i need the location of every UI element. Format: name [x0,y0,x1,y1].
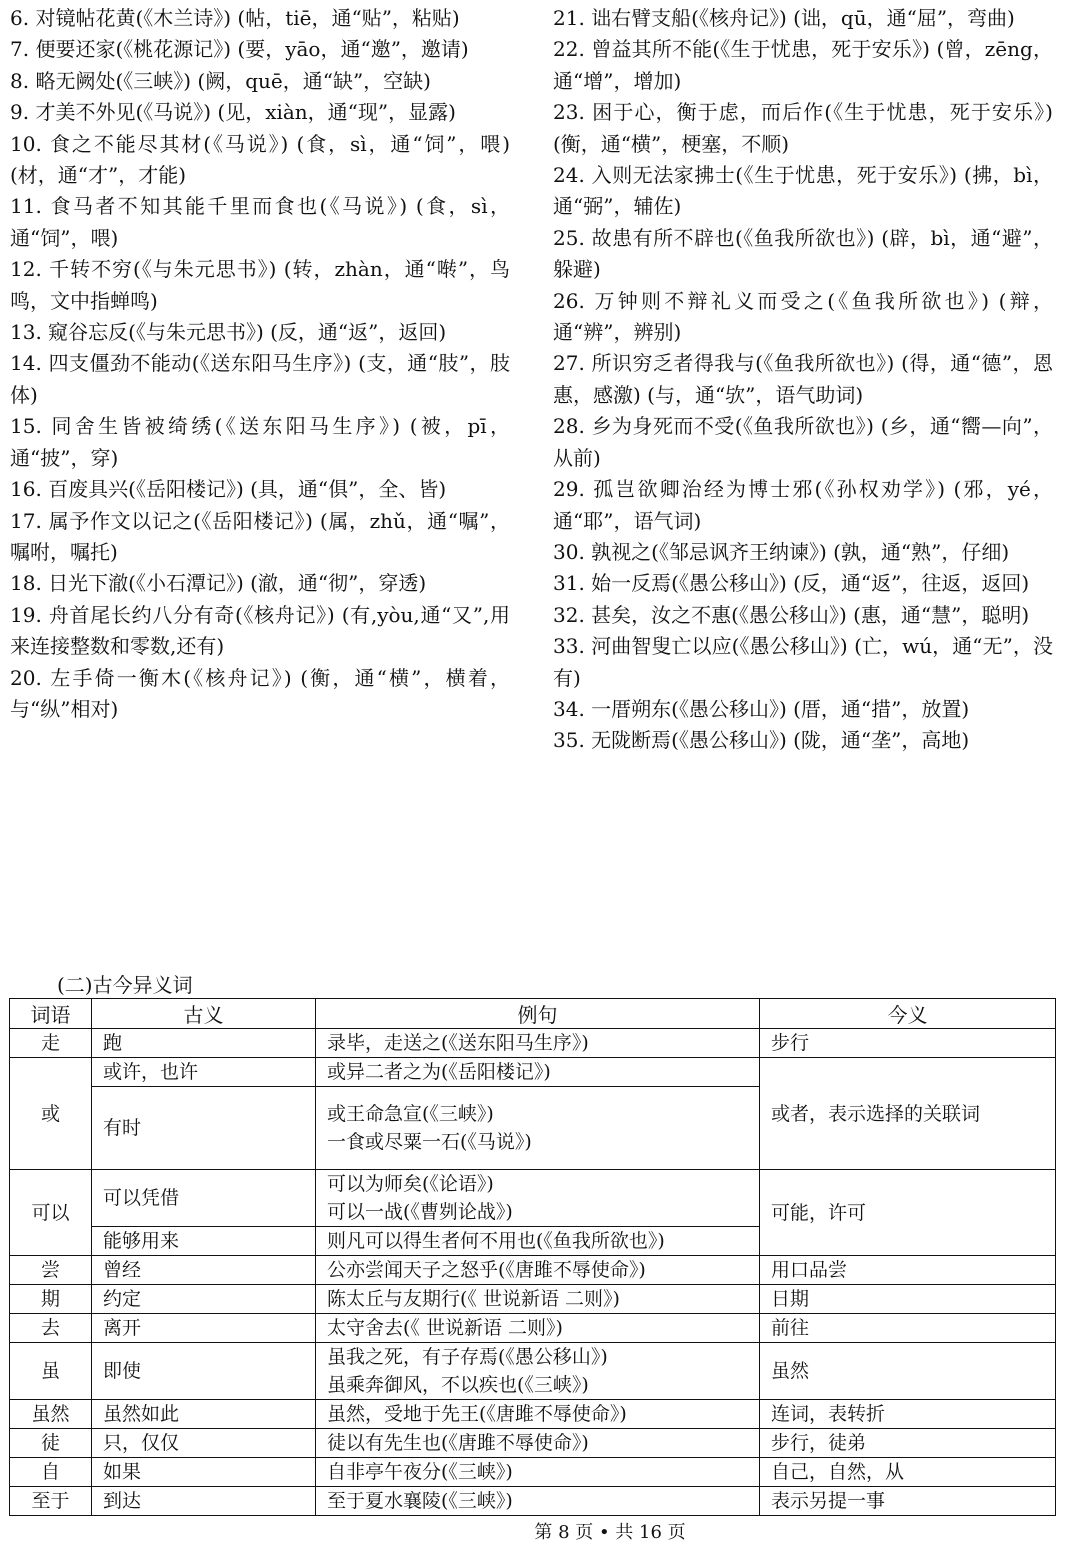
list-item: 34. 一厝朔东(《愚公移山》) (厝，通“措”，放置) [553,696,970,721]
list-item: 21. 诎右臂支船(《核舟记》) (诎，qū，通“屈”，弯曲) [553,6,1015,30]
list-item: 23. 困于心，衡于虑，而后作(《生于忧患，死于安乐》) (衡，通“横”，梗塞，不顺) [553,100,1053,156]
list-item: 28. 乡为身死而不受(《鱼我所欲也》) (乡，通“嚮—向”，从前) [553,414,1053,470]
section-title: (二)古今异义词 [57,973,193,997]
example-line: 可以为师矣(《论语》) [327,1173,494,1195]
cell-example [316,1343,760,1400]
cell-ancient: 有时 [92,1087,316,1170]
list-item: 7. 便要还家(《桃花源记》) (要，yāo，通“邀”，邀请) [10,37,469,62]
cell-example: 公亦尝闻天子之怒乎(《唐雎不辱使命》) [316,1256,760,1285]
table-row [10,1029,1056,1058]
table-row [10,1058,1056,1087]
cell-example: 或异二者之为(《岳阳楼记》) [316,1058,760,1087]
list-item: 35. 无陇断焉(《愚公移山》) (陇，通“垄”，高地) [553,728,970,753]
table-row [10,1314,1056,1343]
example-line: 虽乘奔御风，不以疾也(《三峡》) [327,1374,589,1396]
table-header-row [10,999,1056,1029]
cell-example: 徒以有先生也(《唐雎不辱使命》) [316,1429,760,1458]
cell-modern: 可能，许可 [760,1170,1056,1256]
cell-ancient: 能够用来 [92,1227,316,1256]
list-item: 15. 同舍生皆被绮绣(《送东阳马生序》) (被，pī，通“披”，穿) [10,414,510,470]
list-item: 6. 对镜帖花黄(《木兰诗》) (帖，tiē，通“贴”，粘贴) [10,6,460,30]
cell-modern: 或者，表示选择的关联词 [760,1058,1056,1170]
list-item: 17. 属予作文以记之(《岳阳楼记》) (属，zhǔ，通“嘱”，嘱咐，嘱托) [10,508,510,564]
list-item: 27. 所识穷乏者得我与(《鱼我所欲也》) (得，通“德”，恩惠，感激) (与，通“欤”，语气助词) [553,351,1053,407]
example-line: 虽我之死，有子存焉(《愚公移山》) [327,1346,608,1368]
cell-ancient: 或许，也许 [92,1058,316,1087]
list-item: 33. 河曲智叟亡以应(《愚公移山》) (亡，wú，通“无”，没有) [553,634,1053,690]
table-row [10,1343,1056,1400]
table-row [10,1170,1056,1227]
header-example: 例句 [316,999,760,1029]
list-item: 14. 四支僵劲不能动(《送东阳马生序》) (支，通“肢”，肢体) [10,351,510,407]
cell-word: 虽然 [10,1400,92,1429]
list-item: 9. 才美不外见(《马说》) (见，xiàn，通“现”，显露) [10,100,456,125]
table-row [10,1400,1056,1429]
cell-example: 录毕，走送之(《送东阳马生序》) [316,1029,760,1058]
cell-modern: 虽然 [760,1343,1056,1400]
example-line: 或王命急宣(《三峡》) [327,1103,494,1125]
list-item: 13. 窥谷忘反(《与朱元思书》) (反，通“返”，返回) [10,320,447,345]
cell-modern: 前往 [760,1314,1056,1343]
cell-example [316,1170,760,1227]
cell-ancient: 约定 [92,1285,316,1314]
list-item: 29. 孤岂欲卿治经为博士邪(《孙权劝学》) (邪，yé，通“耶”，语气词) [553,477,1053,533]
ancient-modern-meaning-table [9,998,1056,1516]
list-item: 25. 故患有所不辟也(《鱼我所欲也》) (辟，bì，通“避”，躲避) [553,225,1053,282]
list-item: 26. 万钟则不辩礼义而受之(《鱼我所欲也》) (辩，通“辨”，辨别) [553,288,1053,345]
cell-ancient: 即使 [92,1343,316,1400]
cell-modern: 用口品尝 [760,1256,1056,1285]
cell-example: 太守舍去(《 世说新语 二则》) [316,1314,760,1343]
cell-modern: 步行，徒弟 [760,1429,1056,1458]
cell-word: 自 [10,1458,92,1487]
list-item: 24. 入则无法家拂士(《生于忧患，死于安乐》) (拂，bì，通“弼”，辅佐) [553,163,1053,219]
cell-word: 走 [10,1029,92,1058]
table-row [10,1429,1056,1458]
list-item: 11. 食马者不知其能千里而食也(《马说》) (食，sì，通“饲”，喂) [10,194,510,250]
cell-word: 或 [10,1058,92,1170]
header-ancient: 古义 [92,999,316,1029]
cell-modern: 自己，自然，从 [760,1458,1056,1487]
cell-word: 尝 [10,1256,92,1285]
list-item: 10. 食之不能尽其材(《马说》) (食，sì，通“饲”，喂) (材，通“才”，才能) [10,131,510,188]
list-item: 8. 略无阙处(《三峡》) (阙，quē，通“缺”，空缺) [10,68,431,93]
cell-example: 则凡可以得生者何不用也(《鱼我所欲也》) [316,1227,760,1256]
cell-example: 陈太丘与友期行(《 世说新语 二则》) [316,1285,760,1314]
cell-word: 可以 [10,1170,92,1256]
list-item: 19. 舟首尾长约八分有奇(《核舟记》) (有,yòu,通“又”,用来连接整数和零数,还有) [10,602,510,659]
cell-word: 虽 [10,1343,92,1400]
list-item: 32. 甚矣，汝之不惠(《愚公移山》) (惠，通“慧”，聪明) [553,602,1030,627]
example-line: 一食或尽粟一石(《马说》) [327,1131,532,1153]
cell-ancient: 跑 [92,1029,316,1058]
cell-ancient: 曾经 [92,1256,316,1285]
header-modern: 今义 [760,999,1056,1029]
cell-ancient: 到达 [92,1487,316,1516]
cell-modern: 连词，表转折 [760,1400,1056,1429]
table-row [10,1256,1056,1285]
table-row [10,1487,1056,1516]
list-item: 12. 千转不穷(《与朱元思书》) (转，zhàn，通“啭”，鸟鸣，文中指蝉鸣) [10,257,510,313]
header-word: 词语 [10,999,92,1029]
cell-modern: 步行 [760,1029,1056,1058]
list-item: 18. 日光下澈(《小石潭记》) (澈，通“彻”，穿透) [10,571,427,596]
cell-word: 至于 [10,1487,92,1516]
cell-example: 自非亭午夜分(《三峡》) [316,1458,760,1487]
cell-word: 去 [10,1314,92,1343]
cell-ancient: 如果 [92,1458,316,1487]
table-row [10,1458,1056,1487]
cell-example [316,1087,760,1170]
cell-word: 徒 [10,1429,92,1458]
cell-example: 至于夏水襄陵(《三峡》) [316,1487,760,1516]
cell-word: 期 [10,1285,92,1314]
list-item: 22. 曾益其所不能(《生于忧患，死于安乐》) (曾，zēng，通“增”，增加) [553,37,1053,93]
list-item: 16. 百废具兴(《岳阳楼记》) (具，通“俱”，全、皆) [10,477,447,502]
table-row [10,1285,1056,1314]
cell-ancient: 可以凭借 [92,1170,316,1227]
cell-example: 虽然，受地于先王(《唐雎不辱使命》) [316,1400,760,1429]
left-column [10,3,510,725]
page-number: 第 8 页 • 共 16 页 [534,1522,686,1543]
cell-modern: 表示另提一事 [760,1487,1056,1516]
list-item: 20. 左手倚一衡木(《核舟记》) (衡，通“横”，横着，与“纵”相对) [10,665,510,721]
list-item: 30. 孰视之(《邹忌讽齐王纳谏》) (孰，通“熟”，仔细) [553,539,1010,564]
example-line: 可以一战(《曹刿论战》) [327,1201,513,1223]
cell-ancient: 离开 [92,1314,316,1343]
cell-modern: 日期 [760,1285,1056,1314]
list-item: 31. 始一反焉(《愚公移山》) (反，通“返”，往返，返回) [553,571,1030,596]
cell-ancient: 虽然如此 [92,1400,316,1429]
right-column [553,3,1053,757]
cell-ancient: 只，仅仅 [92,1429,316,1458]
